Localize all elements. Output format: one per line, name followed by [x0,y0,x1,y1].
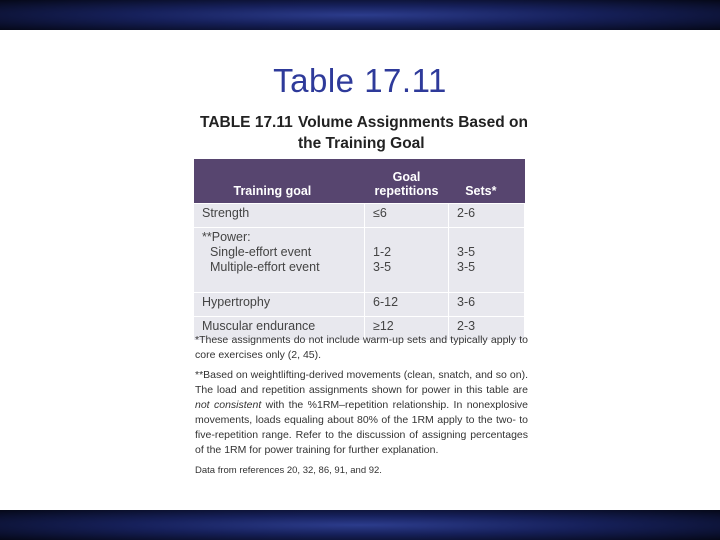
data-source-note: Data from references 20, 32, 86, 91, and 92. [195,465,382,476]
table-footnotes [195,333,528,483]
cell-sets-power [449,228,525,293]
table-row-power [194,228,525,293]
cell-reps: 6-12 [365,293,449,317]
table-caption [200,112,540,154]
header-reps-line1: Goal [392,170,421,184]
cell-sets: 2-6 [449,204,525,228]
cell-reps: ≥12 [365,317,449,341]
power-single-reps: 1-2 [373,245,392,259]
footnote-power-post: with the %1RM–repetition relationship. In nonexplosive movements, loads equaling about 80% of the 1RM apply to the two- to five-repetition range. Refer to the discussion of assigning percentages of the 1RM for power training for further explanation. [195,399,528,456]
cell-sets: 3-6 [449,293,525,317]
cell-reps: ≤6 [365,204,449,228]
bottom-decorative-band [0,510,720,540]
table-row-strength [194,204,525,228]
power-single-sets: 3-5 [457,245,476,259]
cell-goal: Strength [194,204,365,228]
cell-goal-power [194,228,365,293]
power-multiple-reps: 3-5 [373,260,392,274]
cell-sets: 2-3 [449,317,525,341]
power-multiple-sets: 3-5 [457,260,476,274]
volume-assignment-table [193,159,525,341]
header-goal-repetitions [365,159,449,204]
header-training-goal: Training goal [194,159,365,204]
cell-goal: Hypertrophy [194,293,365,317]
table-row-hypertrophy [194,293,525,317]
footnote-power [195,368,528,458]
power-label: **Power: [202,230,251,244]
cell-reps-power [365,228,449,293]
footnote-power-emphasis: not consistent [195,399,262,411]
table-title: Volume Assignments Based on the Training Goal [298,114,528,152]
cell-goal: Muscular endurance [194,317,365,341]
power-multiple-label: Multiple-effort event [210,260,320,274]
footnote-power-pre: **Based on weightlifting-derived movements (clean, snatch, and so on). The load and repetition assignments shown for power in this table are [195,369,528,396]
header-sets: Sets* [449,159,525,204]
top-decorative-band [0,0,720,30]
power-single-label: Single-effort event [210,245,312,259]
footnote-warmup: *These assignments do not include warm-up sets and typically apply to core exercises only (2, 45). [195,334,528,361]
header-reps-line2: repetitions [374,184,439,198]
slide-title: Table 17.11 [273,62,447,99]
table-number: TABLE 17.11 [200,114,293,131]
table-header-row [194,159,525,204]
